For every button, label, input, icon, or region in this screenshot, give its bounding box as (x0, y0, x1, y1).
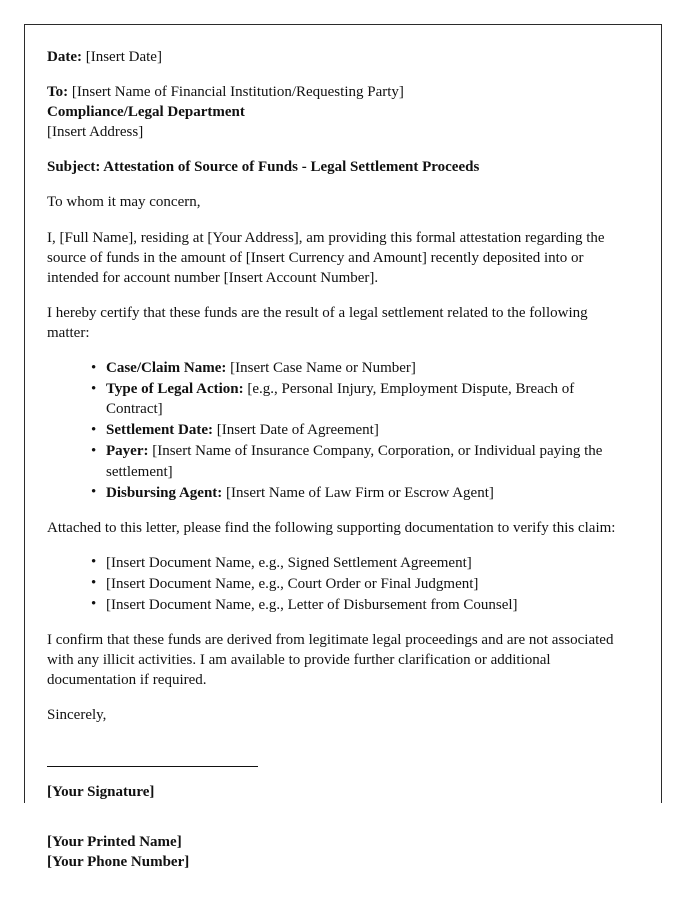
phone-number-text: [Your Phone Number] (47, 853, 190, 870)
list-item: • [Insert Document Name, e.g., Letter of Disbursement from Counsel] (91, 595, 631, 615)
matter-label: Type of Legal Action: (106, 381, 244, 398)
address-line: [Insert Address] (47, 124, 144, 141)
list-item (91, 441, 631, 481)
matter-label: Settlement Date: (106, 422, 214, 439)
printed-name-text: [Your Printed Name] (47, 833, 182, 850)
to-value: [Insert Name of Financial Institution/Requesting Party] (71, 84, 404, 101)
date-value: [Insert Date] (85, 49, 162, 65)
signature-placeholder (47, 782, 631, 802)
matter-value: [Insert Case Name or Number] (230, 360, 416, 377)
matter-value: [Insert Name of Insurance Company, Corporation, or Individual paying the settlement] (106, 443, 603, 480)
matter-label: Case/Claim Name: (106, 360, 227, 377)
subject-text: Subject: Attestation of Source of Funds - Legal Settlement Proceeds (47, 159, 480, 176)
list-item (91, 379, 631, 419)
matter-value: [Insert Name of Law Firm or Escrow Agent] (226, 484, 494, 501)
matter-value: [Insert Date of Agreement] (216, 422, 379, 439)
signature-rule (47, 766, 258, 767)
matter-label: Disbursing Agent: (106, 484, 223, 501)
list-item (91, 420, 631, 440)
salutation: To whom it may concern, (47, 194, 201, 211)
recipient-block (47, 82, 631, 142)
subject-line (47, 157, 631, 177)
signature-space (47, 740, 631, 766)
list-item (91, 358, 631, 378)
intro-paragraph: I, [Full Name], residing at [Your Address], am providing this formal attestation regarding the source of funds in the amount of [Insert Currency and Amount] recently deposited into or intended for account number [Insert Account Number]. (47, 229, 605, 286)
phone-number-line (47, 852, 631, 872)
matter-value: [e.g., Personal Injury, Employment Dispute, Breach of Contract] (106, 381, 575, 418)
date-line (47, 47, 631, 67)
matter-details-list (47, 358, 631, 503)
attachments-list (47, 553, 631, 615)
sign-off: Sincerely, (47, 707, 107, 724)
certify-paragraph: I hereby certify that these funds are the result of a legal settlement related to the following matter: (47, 304, 588, 341)
date-label: Date: (47, 49, 82, 65)
signature-gap (47, 818, 631, 832)
document-body (25, 25, 661, 872)
department-label: Compliance/Legal Department (47, 104, 245, 121)
recipient-line (47, 82, 631, 102)
attachments-paragraph: Attached to this letter, please find the following supporting documentation to verify this claim: (47, 519, 616, 536)
printed-name-line (47, 832, 631, 852)
to-label: To: (47, 84, 69, 101)
list-item: • [Insert Document Name, e.g., Signed Settlement Agreement] (91, 553, 631, 573)
department-line (47, 102, 631, 122)
list-item: • [Insert Document Name, e.g., Court Order or Final Judgment] (91, 574, 631, 594)
confirmation-paragraph: I confirm that these funds are derived from legitimate legal proceedings and are not associated with any illicit activities. I am available to provide further clarification or additional documentation if required. (47, 632, 614, 689)
list-item (91, 483, 631, 503)
signer-info-block (47, 832, 631, 872)
signature-placeholder-text: [Your Signature] (47, 784, 155, 801)
matter-label: Payer: (106, 443, 149, 460)
document-page (24, 24, 662, 870)
